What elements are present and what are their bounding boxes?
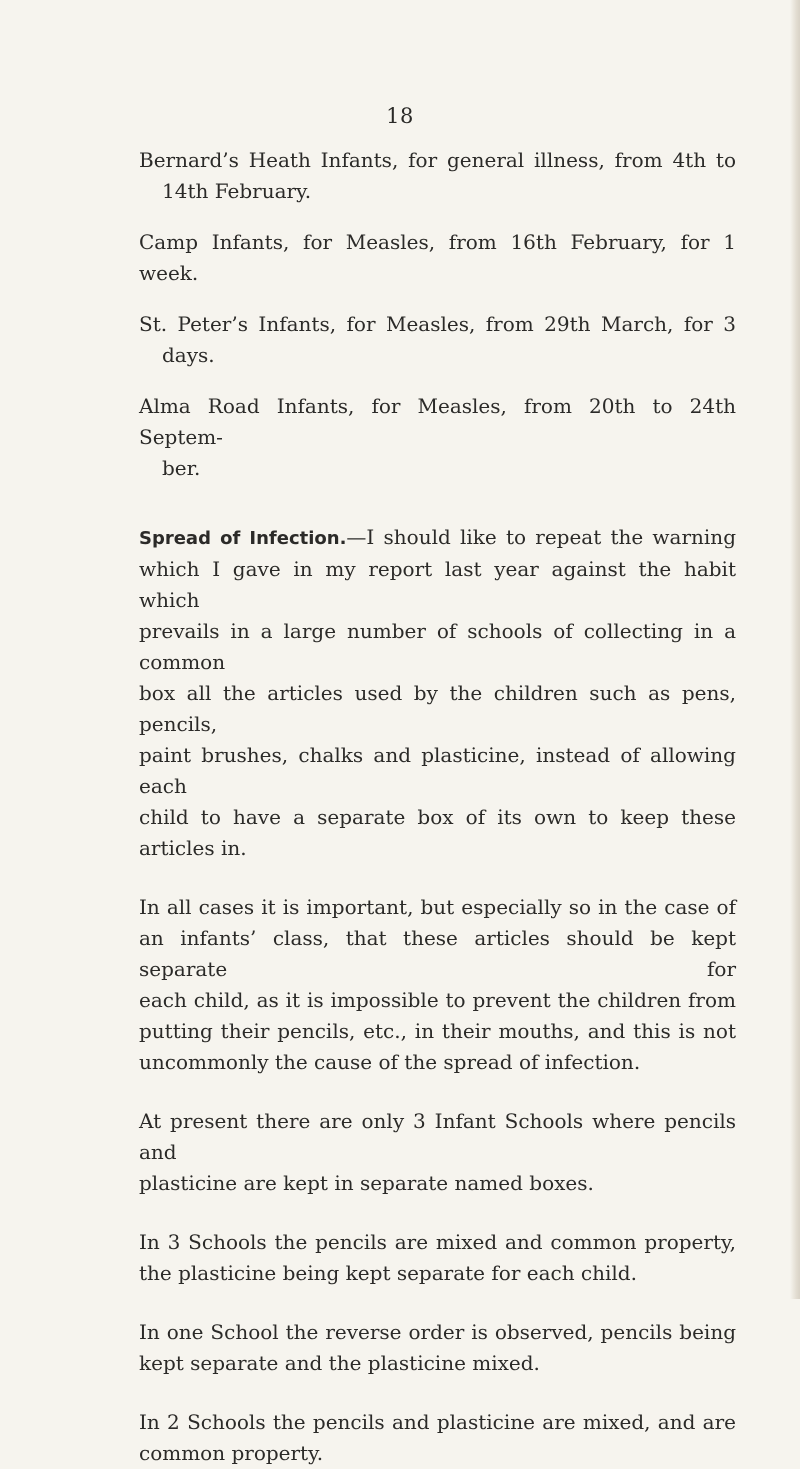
paragraph-line: In one School the reverse order is observed, pencils being (139, 1320, 736, 1344)
paragraph-line: uncommonly the cause of the spread of infection. (139, 1050, 641, 1074)
closure-line: Alma Road Infants, for Measles, from 20th to 24th Septem- (139, 394, 736, 449)
paragraph-line: In 2 Schools the pencils and plasticine are mixed, and are (139, 1410, 736, 1434)
section-text: —I should like to repeat the warning (346, 525, 736, 549)
closure-entry (139, 309, 736, 371)
paragraph (139, 892, 736, 1078)
closure-line: St. Peter’s Infants, for Measles, from 29th March, for 3 (139, 312, 736, 336)
closure-entry (139, 145, 736, 207)
paragraph (139, 1227, 736, 1289)
page-edge-shadow (790, 0, 800, 1299)
paragraph-line: At present there are only 3 Infant Schools where pencils and (139, 1109, 736, 1164)
closure-line: Bernard’s Heath Infants, for general illness, from 4th to (139, 148, 736, 172)
section-line: which I gave in my report last year against the habit which (139, 557, 736, 612)
closure-line: 14th February. (162, 179, 312, 203)
section-heading: Spread of Infection. (139, 528, 347, 549)
closure-line: days. (162, 343, 215, 367)
paragraph-line: kept separate and the plasticine mixed. (139, 1351, 540, 1375)
paragraph-line: an infants’ class, that these articles should be kept separate for (139, 926, 736, 981)
closure-entry (139, 227, 736, 289)
section-line: box all the articles used by the children such as pens, pencils, (139, 681, 736, 736)
paragraph-line: each child, as it is impossible to prevent the children from (139, 988, 736, 1012)
spread-of-infection-section (139, 522, 736, 864)
closure-entry (139, 391, 736, 484)
section-line: child to have a separate box of its own to keep these articles in. (139, 805, 736, 860)
page-number: 18 (386, 104, 414, 128)
closure-line: ber. (162, 456, 201, 480)
paragraph-line: plasticine are kept in separate named boxes. (139, 1171, 594, 1195)
section-line: prevails in a large number of schools of collecting in a common (139, 619, 736, 674)
document-body (139, 145, 736, 1469)
paragraph (139, 1407, 736, 1469)
paragraph (139, 1106, 736, 1199)
paragraph-line: putting their pencils, etc., in their mouths, and this is not (139, 1019, 736, 1043)
paragraph-line: In all cases it is important, but especially so in the case of (139, 895, 736, 919)
paragraph-line: common property. (139, 1441, 324, 1465)
closure-line: Camp Infants, for Measles, from 16th February, for 1 week. (139, 230, 736, 285)
paragraph-line: In 3 Schools the pencils are mixed and common property, (139, 1230, 736, 1254)
section-first-line (139, 522, 736, 554)
paragraph (139, 1317, 736, 1379)
paragraph-line: the plasticine being kept separate for each child. (139, 1261, 637, 1285)
section-line: paint brushes, chalks and plasticine, instead of allowing each (139, 743, 736, 798)
